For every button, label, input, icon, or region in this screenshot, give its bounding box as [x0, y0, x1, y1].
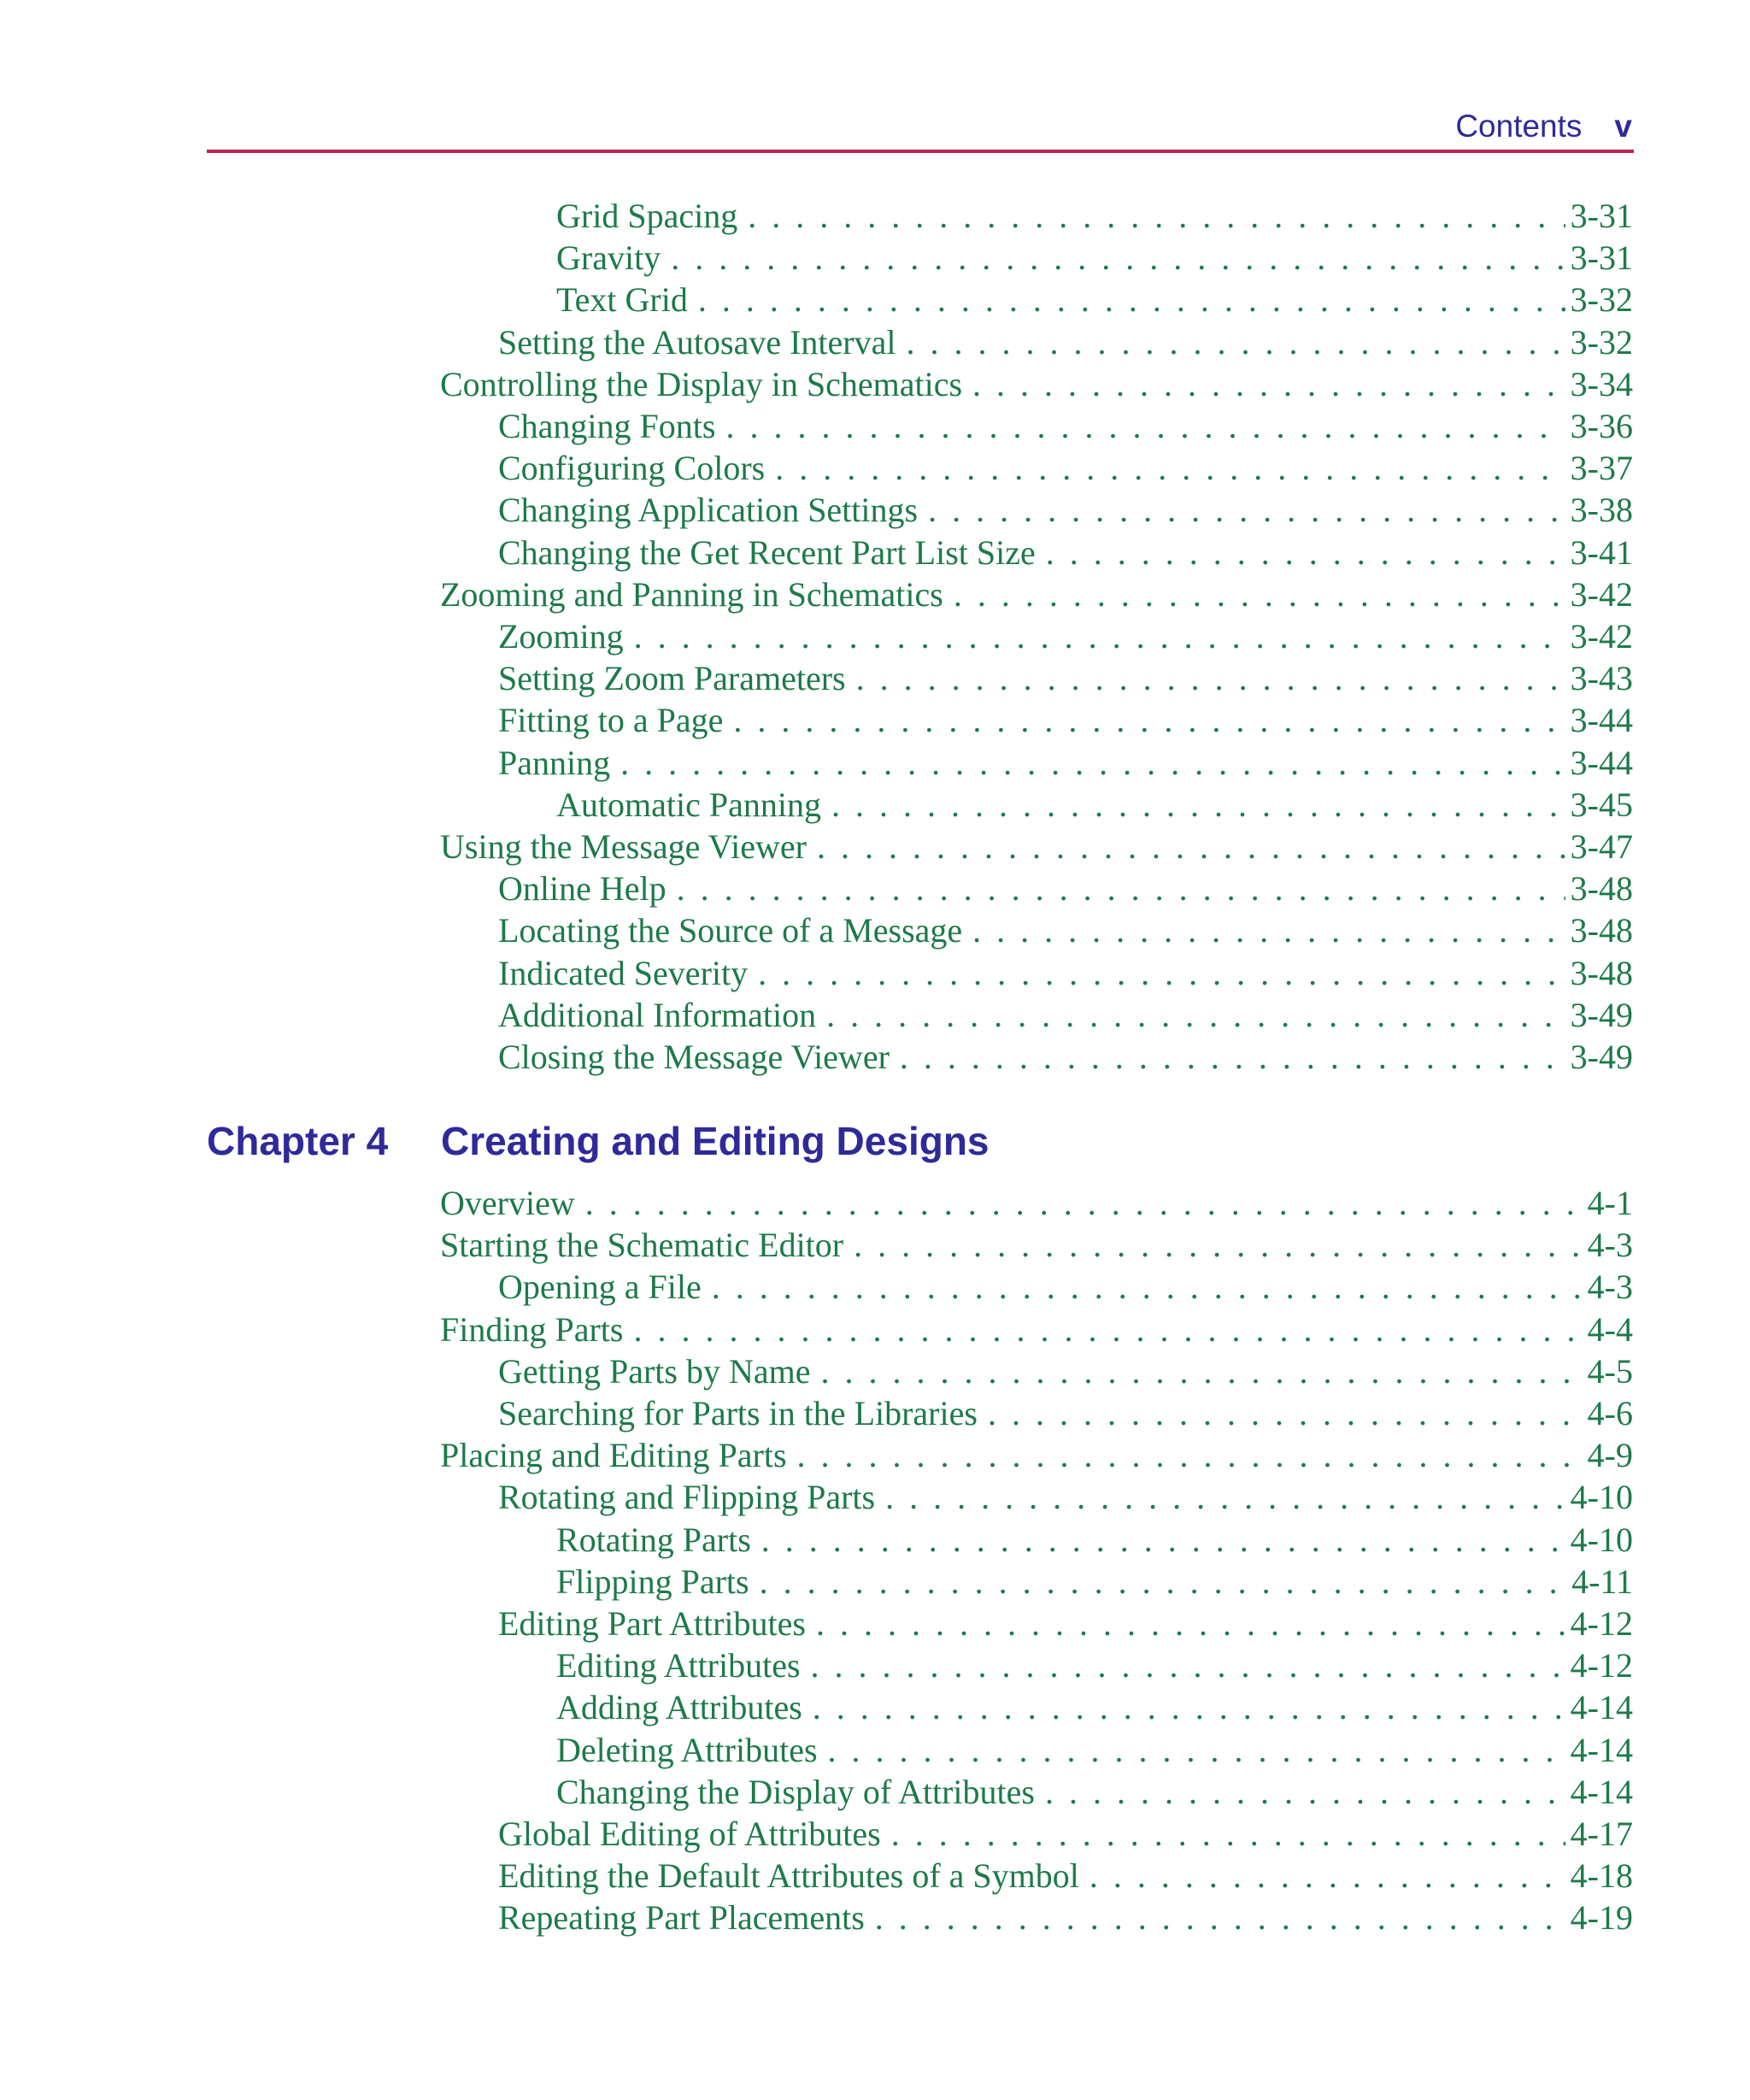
dot-leader [928, 489, 1565, 532]
toc-entry-title: Opening a File [498, 1268, 702, 1307]
toc-entry-title: Getting Parts by Name [498, 1351, 811, 1391]
toc-entry-page: 3-48 [1570, 869, 1633, 909]
dot-leader [891, 1813, 1565, 1856]
dot-leader [797, 1434, 1583, 1477]
toc-entry[interactable] [498, 1350, 1633, 1393]
toc-entry-title: Grid Spacing [556, 197, 738, 235]
dot-leader [854, 1224, 1583, 1267]
toc-entry[interactable] [498, 532, 1633, 574]
toc-entry-page: 3-37 [1570, 449, 1633, 488]
dot-leader [817, 826, 1565, 868]
toc-entry-title: Additional Information [498, 995, 817, 1034]
toc-entry-title: Setting the Autosave Interval [498, 322, 896, 362]
toc-entry-page: 4-4 [1587, 1309, 1633, 1349]
toc-entry-title: Changing Application Settings [498, 491, 919, 530]
toc-entry-page: 4-3 [1587, 1226, 1633, 1265]
toc-entry[interactable] [498, 615, 1633, 658]
toc-entry[interactable] [498, 321, 1633, 364]
toc-entry-page: 3-41 [1570, 532, 1633, 572]
toc-entry[interactable] [498, 1036, 1633, 1079]
dot-leader [760, 1561, 1567, 1603]
toc-entry-page: 3-38 [1570, 491, 1633, 530]
toc-entry[interactable] [556, 784, 1633, 826]
dot-leader [826, 994, 1565, 1037]
toc-entry[interactable] [498, 1897, 1633, 1939]
toc-entry-page: 4-3 [1587, 1268, 1633, 1307]
toc-entry[interactable] [440, 826, 1633, 868]
toc-entry[interactable] [556, 195, 1633, 238]
toc-entry-page: 3-32 [1570, 280, 1633, 320]
toc-entry-title: Changing the Display of Attributes [556, 1772, 1035, 1811]
dot-leader [634, 615, 1565, 658]
toc-entry[interactable] [440, 1224, 1633, 1267]
toc-entry-page: 3-44 [1570, 743, 1633, 782]
toc-entry-title: Editing Part Attributes [498, 1604, 806, 1643]
toc-entry[interactable] [556, 1519, 1633, 1562]
toc-entry[interactable] [498, 909, 1633, 952]
toc-entry-page: 4-12 [1570, 1646, 1633, 1685]
header-page-number: v [1614, 109, 1632, 144]
toc-entry-title: Starting the Schematic Editor [440, 1226, 844, 1265]
dot-leader [1045, 1771, 1565, 1814]
toc-entry[interactable] [498, 405, 1633, 448]
toc-entry-title: Closing the Message Viewer [498, 1038, 890, 1076]
toc-entry-page: 4-1 [1587, 1184, 1633, 1222]
toc-entry[interactable] [498, 1266, 1633, 1309]
toc-entry-page: 4-6 [1587, 1394, 1633, 1432]
toc-entry-title: Fitting to a Page [498, 701, 724, 740]
dot-leader [775, 447, 1565, 490]
toc-entry[interactable] [556, 237, 1633, 279]
dot-leader [875, 1897, 1565, 1939]
toc-entry-title: Global Editing of Attributes [498, 1815, 881, 1853]
toc-entry-page: 4-14 [1570, 1730, 1633, 1769]
toc-entry-page: 3-48 [1570, 953, 1633, 992]
toc-entry-title: Deleting Attributes [556, 1730, 818, 1769]
dot-leader [900, 1036, 1565, 1079]
toc-entry-title: Setting Zoom Parameters [498, 659, 846, 698]
toc-entry-title: Panning [498, 743, 611, 782]
toc-entry-title: Rotating Parts [556, 1520, 751, 1559]
dot-leader [816, 1603, 1565, 1645]
toc-entry-title: Controlling the Display in Schematics [440, 364, 963, 403]
dot-leader [811, 1644, 1565, 1687]
toc-entry[interactable] [498, 699, 1633, 742]
dot-leader [733, 699, 1565, 742]
toc-entry-title: Automatic Panning [556, 785, 821, 824]
toc-entry-title: Zooming [498, 617, 624, 656]
dot-leader [677, 868, 1565, 910]
toc-entry-page: 4-10 [1570, 1478, 1633, 1517]
toc-entry-page: 4-19 [1570, 1898, 1633, 1938]
toc-entry-page: 4-5 [1587, 1351, 1633, 1391]
dot-leader [585, 1182, 1583, 1225]
toc-entry-page: 4-9 [1587, 1436, 1633, 1475]
dot-leader [954, 574, 1565, 616]
toc-entry-title: Gravity [556, 238, 661, 278]
toc-entry-title: Placing and Editing Parts [440, 1436, 787, 1475]
toc-entry-title: Locating the Source of a Message [498, 911, 963, 950]
dot-leader [698, 279, 1565, 321]
toc-entry-title: Finding Parts [440, 1309, 624, 1349]
dot-leader [885, 1476, 1565, 1519]
toc-entry[interactable] [440, 574, 1633, 616]
toc-entry-page: 4-12 [1570, 1604, 1633, 1643]
dot-leader [748, 195, 1565, 238]
toc-entry-page: 4-14 [1570, 1772, 1633, 1811]
dot-leader [828, 1729, 1565, 1772]
dot-leader [725, 405, 1565, 448]
toc-entry-title: Changing the Get Recent Part List Size [498, 532, 1036, 572]
dot-leader [988, 1392, 1583, 1435]
dot-leader [906, 321, 1565, 364]
toc-entry[interactable] [498, 868, 1633, 910]
dot-leader [761, 1519, 1565, 1562]
dot-leader [856, 657, 1565, 700]
toc-entry-page: 4-14 [1570, 1688, 1633, 1727]
dot-leader [1046, 532, 1565, 574]
toc-entry[interactable] [498, 1392, 1633, 1435]
chapter-heading [207, 1115, 990, 1167]
toc-entry-title: Rotating and Flipping Parts [498, 1478, 876, 1517]
toc-entry-page: 4-18 [1570, 1856, 1633, 1896]
dot-leader [1089, 1855, 1565, 1897]
toc-entry-title: Repeating Part Placements [498, 1898, 865, 1938]
dot-leader [712, 1266, 1583, 1309]
toc-entry-page: 3-48 [1570, 911, 1633, 950]
header-title: Contents [1455, 109, 1583, 144]
toc-entry[interactable] [498, 1603, 1633, 1645]
toc-entry[interactable] [556, 1771, 1633, 1814]
toc-entry[interactable] [498, 1855, 1633, 1897]
toc-entry[interactable] [498, 952, 1633, 995]
toc-entry[interactable] [440, 363, 1633, 406]
toc-entry-page: 3-43 [1570, 659, 1633, 698]
toc-entry-title: Adding Attributes [556, 1688, 802, 1727]
toc-entry-page: 3-32 [1570, 322, 1633, 362]
toc-entry-title: Editing the Default Attributes of a Symbol [498, 1856, 1079, 1896]
toc-entry-title: Overview [440, 1184, 575, 1222]
toc-entry-title: Using the Message Viewer [440, 827, 807, 866]
toc-entry[interactable] [440, 1434, 1633, 1477]
header-rule [207, 150, 1634, 153]
toc-entry-page: 3-34 [1570, 364, 1633, 403]
toc-entry-page: 4-10 [1570, 1520, 1633, 1559]
toc-entry-page: 3-49 [1570, 995, 1633, 1034]
toc-entry-page: 3-44 [1570, 701, 1633, 740]
toc-entry-title: Flipping Parts [556, 1562, 749, 1601]
chapter-title: Creating and Editing Designs [441, 1119, 990, 1163]
toc-entry-title: Text Grid [556, 280, 688, 320]
toc-entry-title: Configuring Colors [498, 449, 766, 488]
toc-entry-page: 4-17 [1570, 1815, 1633, 1853]
toc-entry-page: 3-45 [1570, 785, 1633, 824]
toc-entry-title: Editing Attributes [556, 1646, 801, 1685]
toc-entry-title: Online Help [498, 869, 667, 909]
dot-leader [972, 363, 1565, 406]
toc-entry-page: 3-42 [1570, 574, 1633, 614]
toc-entry-page: 3-31 [1570, 197, 1633, 235]
toc-entry-page: 3-49 [1570, 1038, 1633, 1076]
dot-leader [831, 784, 1565, 826]
dot-leader [758, 952, 1565, 995]
toc-entry[interactable] [498, 994, 1633, 1037]
toc-entry-page: 3-36 [1570, 407, 1633, 445]
toc-entry[interactable] [498, 657, 1633, 700]
toc-entry[interactable] [498, 742, 1633, 785]
toc-entry[interactable] [498, 1476, 1633, 1519]
dot-leader [821, 1350, 1583, 1393]
toc-entry[interactable] [556, 1729, 1633, 1772]
chapter-number: Chapter 4 [207, 1119, 389, 1163]
toc-entry[interactable] [556, 279, 1633, 321]
toc-entry[interactable] [498, 1813, 1633, 1856]
toc-entry-page: 3-31 [1570, 238, 1633, 278]
toc-entry-title: Zooming and Panning in Schematics [440, 574, 943, 614]
toc-entry[interactable] [440, 1182, 1633, 1225]
toc-entry-page: 3-42 [1570, 617, 1633, 656]
toc-entry[interactable] [556, 1644, 1633, 1687]
toc-entry-title: Changing Fonts [498, 407, 716, 445]
toc-entry[interactable] [498, 447, 1633, 490]
dot-leader [620, 742, 1565, 785]
toc-entry[interactable] [440, 1309, 1633, 1351]
dot-leader [972, 909, 1565, 952]
toc-entry[interactable] [556, 1686, 1633, 1729]
dot-leader [671, 237, 1565, 279]
toc-entry-page: 3-47 [1570, 827, 1633, 866]
running-header [0, 104, 1632, 149]
toc-entry[interactable] [556, 1561, 1633, 1603]
toc-entry-title: Searching for Parts in the Libraries [498, 1394, 978, 1432]
dot-leader [813, 1686, 1565, 1729]
toc-entry-title: Indicated Severity [498, 953, 749, 992]
toc-entry[interactable] [498, 489, 1633, 532]
toc-entry-page: 4-11 [1571, 1562, 1633, 1601]
dot-leader [633, 1309, 1582, 1351]
